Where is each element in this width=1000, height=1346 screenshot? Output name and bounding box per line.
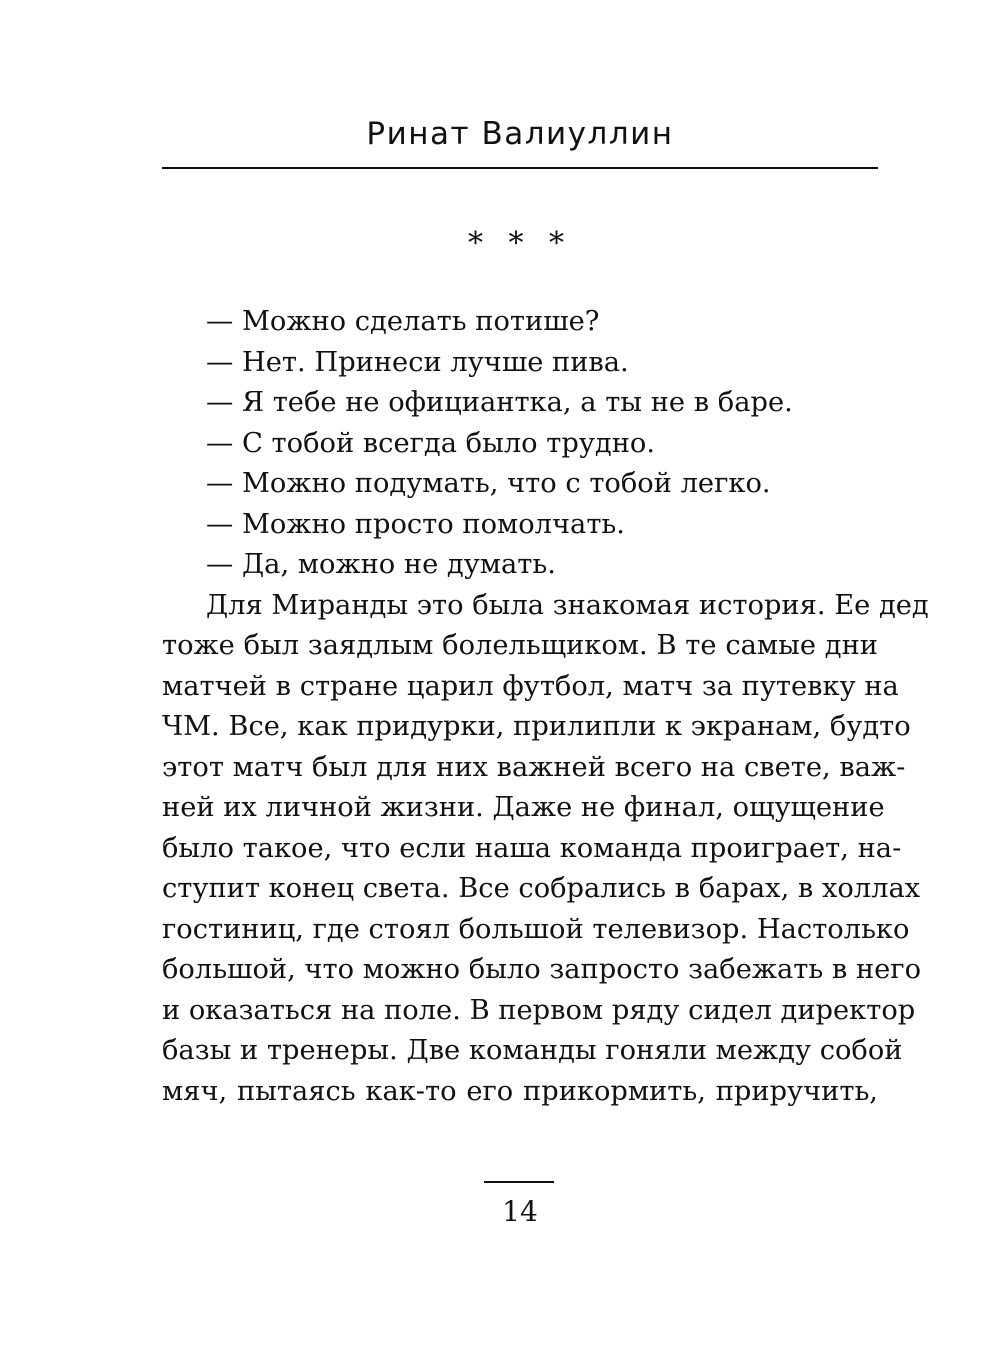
running-head-author: Ринат Валиуллин — [366, 116, 674, 152]
dialogue-line: — С тобой всегда было трудно. — [206, 427, 656, 459]
dialogue-line: — Я тебе не официантка, а ты не в баре. — [206, 387, 793, 418]
narrative-paragraph — [162, 586, 929, 1113]
paragraph-line: ней их личной жизни. Даже не финал, ощущение — [162, 792, 885, 823]
paragraph-line: ступит конец света. Все собрались в барах, в холлах — [162, 873, 921, 904]
paragraph-line: ЧМ. Все, как придурки, прилипли к экранам, будто — [162, 711, 911, 742]
dialogue-line: — Нет. Принеси лучше пива. — [206, 346, 629, 378]
dialogue-line: — Да, можно не думать. — [206, 549, 556, 580]
paragraph-line: было такое, что если наша команда проиграет, на- — [162, 832, 902, 864]
paragraph-line: большой, что можно было запросто забежать в него — [162, 954, 922, 985]
paragraph-line: Для Миранды это была знакомая история. Ее дед — [206, 589, 929, 621]
paragraph-line: мяч, пытаясь как-то его прикормить, приручить, — [162, 1075, 878, 1107]
paragraph-line: гостиниц, где стоял большой телевизор. Настолько — [162, 913, 910, 945]
section-separator: * * * — [467, 226, 573, 261]
dialogue-line: — Можно подумать, что с тобой легко. — [206, 468, 771, 499]
paragraph-line: тоже был заядлым болельщиком. В те самые дни — [162, 630, 878, 661]
paragraph-line: матчей в стране царил футбол, матч за путевку на — [162, 670, 899, 702]
page-number: 14 — [502, 1195, 538, 1228]
footer-rule — [484, 1181, 554, 1183]
dialogue-line: — Можно сделать потише? — [206, 306, 600, 337]
paragraph-line: этот матч был для них важней всего на свете, важ- — [162, 751, 906, 783]
text-block — [162, 302, 929, 1112]
dialogue-line: — Можно просто помолчать. — [206, 508, 625, 540]
header-rule — [162, 167, 878, 169]
paragraph-line: и оказаться на поле. В первом ряду сидел директор — [162, 994, 916, 1026]
paragraph-line: базы и тренеры. Две команды гоняли между собой — [162, 1035, 903, 1066]
